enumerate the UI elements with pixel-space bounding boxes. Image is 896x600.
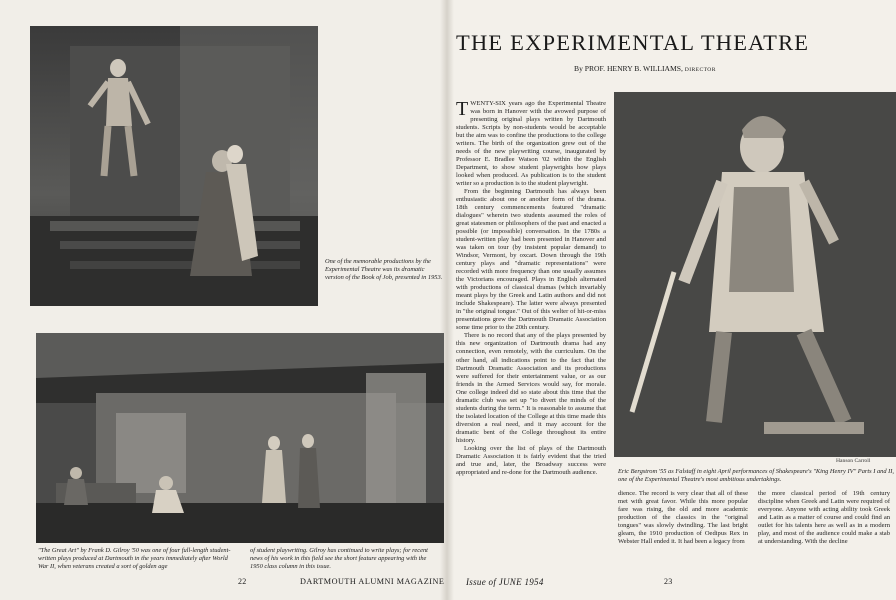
article-title: THE EXPERIMENTAL THEATRE [456, 30, 810, 55]
byline-role: DIRECTOR [684, 67, 716, 73]
left-page-number: 22 [238, 577, 247, 586]
job-photo-caption: One of the memorable productions by the Experimental Theatre was its dramatic version of the Book of Job, presented in 1953. [325, 258, 443, 281]
great-art-caption-part1: "The Great Art" by Frank D. Gilroy '50 was one of four full-length student-written plays produced at Dartmouth in the years immediately after World War II, when veterans created a sort of golden age [38, 547, 231, 570]
magazine-name: DARTMOUTH ALUMNI MAGAZINE [300, 577, 445, 586]
photo-credit: Hanson Carroll [836, 458, 871, 464]
article-column-main [456, 100, 606, 570]
byline [574, 64, 716, 73]
drop-cap: T [456, 100, 469, 120]
great-art-caption-part2: of student playwriting. Gilroy has continued to write plays; for recent news of his work in this field see the short feature appearing with the 1950 class column in this issue. [250, 547, 428, 570]
article-paragraph: dience. The record is very clear that all of these met with great favor. While this more popular fare was rising, the old and more academic production of the classics in the "original tongues" was slowly dwindling. The last bright gleam, the 1910 production of Oedipus Rex in Webster Hall ended it. It had been a legacy from [618, 490, 748, 546]
falstaff-photo-caption: Eric Bergstrom '55 as Falstaff in eight April performances of Shakespeare's "King Henry IV" Parts I and II, one of the Experimental Theatre's most ambitious undertakings. [618, 468, 895, 483]
issue-date: Issue of JUNE 1954 [466, 577, 544, 587]
falstaff-photo [614, 92, 896, 457]
article-paragraph: From the beginning Dartmouth has always been enthusiastic about one or another form of the drama. 18th century commencements featured "dramatic dialogues" wherein two students assumed the roles of great statesmen or philosophers of the past and enacted a possible (or impossible) conversation. In the 1780s a student-written play had been presented in Hanover and was taken on tour (by insistent popular demand) to Windsor, Vermont, by oxcart. Down through the 19th century plays and "dramatic representations" were recorded with more frequency than one usually assumes the Victorians encouraged. Plays in English alternated with productions of classical dramas (which invariably meant plays by the Greek and Latin authors and did not include Shakespeare). The latter were always presented in "the original tongue." Out of this welter of hit-or-miss presentations grew the Dartmouth Dramatic Association some time prior to the 20th century. [456, 188, 606, 332]
byline-author: By PROF. HENRY B. WILLIAMS, [574, 64, 683, 73]
article-paragraph: Looking over the list of plays of the Dartmouth Dramatic Association it is fairly evident that the tried and true and, later, the Broadway success were appropriated and re-done for the Dartmouth audience. [456, 444, 606, 476]
article-column-bottom-right [758, 490, 890, 565]
article-paragraph: There is no record that any of the plays presented by this new organization of Dartmouth drama had any connection, even remotely, with the curriculum. On the other hand, all indications point to the fact that the Dartmouth Dramatic Association and its productions were suffered for their entertainment value, or as our friends in the Armed Services would say, for morale. One college indeed did so state about this time that the dramatic club was set up "to divert the minds of the students during the term." It is reasonable to assume that the isolated location of the College at this time made this diversion a real need, and it may account for the dramatic bent of the College throughout its entire history. [456, 332, 606, 444]
article-column-bottom-center [618, 490, 748, 565]
article-paragraph: the more classical period of 19th century discipline when Greek and Latin were required of everyone. Anyone with acting ability took Greek and Latin as a matter of course and could find an outlet for his talents here as well as in a modern play, and most of the audience could make a stab at understanding. With the decline [758, 490, 890, 546]
article-paragraph: TWENTY-SIX years ago the Experimental Theatre was born in Hanover with the avowed purpose of presenting original plays written by Dartmouth students. Scripts by non-students would be acceptable but the aim was to confine the productions to the college writers. The birth of the organization grew out of the needs of the new playwriting course, inaugurated by Professor E. Bradlee Watson '02 within the English Department, to show student playwrights how plays looked when produced. As publication is to the student writer so a production is to the student playwright. [456, 100, 606, 188]
right-page-number: 23 [664, 577, 673, 586]
great-art-production-photo [36, 333, 444, 543]
job-production-photo [30, 26, 318, 306]
